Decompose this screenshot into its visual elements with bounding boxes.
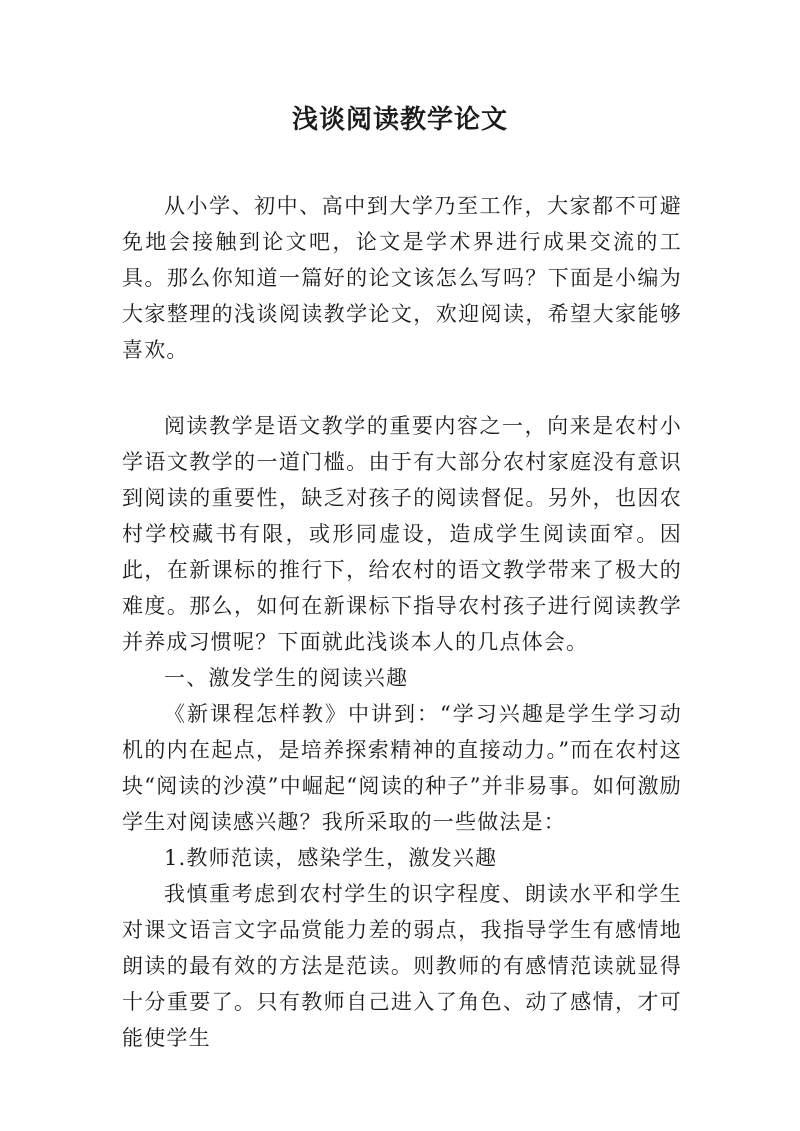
paragraph-model-reading: 我慎重考虑到农村学生的识字程度、朗读水平和学生对课文语言文字品赏能力差的弱点，我指导学生有感情地朗读的最有效的方法是范读。则教师的有感情范读就显得十分重要了。只有教师自己进入了角色、动了感情，才可能使学生 xyxy=(122,882,682,1050)
paragraph-interest: 《新课程怎样教》中讲到：“学习兴趣是学生学习动机的内在起点，是培养探索精神的直接动力。”而在农村这块“阅读的沙漠”中崛起“阅读的种子”并非易事。如何激励学生对阅读感兴趣？我所采取的一些做法是： xyxy=(122,702,682,834)
document-body xyxy=(122,188,682,1056)
section-heading-1: 一、激发学生的阅读兴趣 xyxy=(164,666,409,690)
document-title: 浅谈阅读教学论文 xyxy=(291,105,508,135)
paragraph-reading-teaching: 阅读教学是语文教学的重要内容之一，向来是农村小学语文教学的一道门槛。由于有大部分农村家庭没有意识到阅读的重要性，缺乏对孩子的阅读督促。另外，也因农村学校藏书有限，或形同虚设，造成学生阅读面窄。因此，在新课标的推行下，给农村的语文教学带来了极大的难度。那么，如何在新课标下指导农村孩子进行阅读教学并养成习惯呢？下面就此浅谈本人的几点体会。 xyxy=(122,414,682,654)
subheading-1-1: 1.教师范读，感染学生，激发兴趣 xyxy=(164,846,498,870)
paragraph-intro: 从小学、初中、高中到大学乃至工作，大家都不可避免地会接触到论文吧，论文是学术界进行成果交流的工具。那么你知道一篇好的论文该怎么写吗？下面是小编为大家整理的浅谈阅读教学论文，欢迎阅读，希望大家能够喜欢。 xyxy=(122,194,682,362)
